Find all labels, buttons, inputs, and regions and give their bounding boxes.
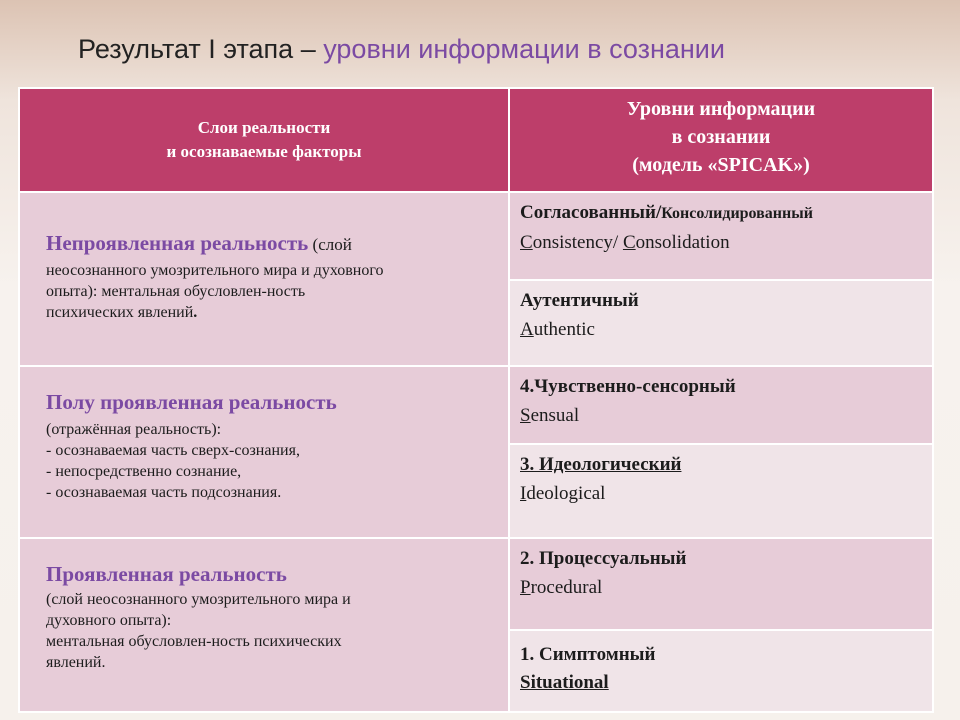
level-ru: 1. Симптомный <box>520 644 656 665</box>
category-title: Полу проявленная реальность <box>46 390 337 414</box>
level-ru-a: Согласованный/ <box>520 202 662 223</box>
level-en-rest: onsistency/ <box>532 232 623 253</box>
category-title: Непроявленная реальность <box>46 231 309 255</box>
level-ru: 4.Чувственно-сенсорный <box>520 376 736 397</box>
category-desc-line: - осознаваемая часть сверх-сознания, <box>46 442 300 459</box>
level-cell-ideological <box>509 444 933 538</box>
level-en-letter: C <box>520 232 533 253</box>
category-cell-unmanifested <box>19 192 509 366</box>
title-prefix: Результат I этапа – <box>78 34 324 64</box>
category-desc-end: . <box>193 304 198 321</box>
level-en-rest: deological <box>526 483 606 504</box>
header-right-line2: в сознании <box>671 126 771 148</box>
level-cell-situational <box>509 630 933 712</box>
level-ru: 3. Идеологический <box>520 454 682 475</box>
level-ru: 2. Процессуальный <box>520 548 687 569</box>
title-accent: уровни информации в сознании <box>323 34 725 64</box>
level-en-rest: ensual <box>530 405 580 426</box>
category-desc-line: психических явлений <box>46 304 194 321</box>
level-en-letter: C <box>622 232 636 253</box>
header-left-cell <box>19 88 509 192</box>
category-desc-line: (отражённая реальность): <box>46 421 222 438</box>
level-cell-procedural <box>509 538 933 630</box>
category-desc-line: явлений. <box>46 654 106 671</box>
level-ru-b: Консолидированный <box>661 205 813 222</box>
header-right-line1: Уровни информации <box>626 98 816 120</box>
level-en-rest: onsolidation <box>635 232 730 253</box>
table-header-row <box>19 88 933 192</box>
table-row <box>19 538 933 630</box>
category-desc-line: опыта): ментальная обусловлен-ность <box>46 283 306 300</box>
level-cell-authentic <box>509 280 933 366</box>
category-desc-line: - непосредственно сознание, <box>46 463 242 480</box>
level-en-letter: A <box>520 319 534 340</box>
category-desc-line: ментальная обусловлен-ность психических <box>46 633 342 650</box>
level-en-letter: S <box>520 405 531 426</box>
category-desc-inline: (слой <box>308 235 352 254</box>
header-right-line3: (модель «SPICAK») <box>632 154 810 176</box>
slide-title <box>78 34 725 65</box>
header-right-cell <box>509 88 933 192</box>
category-desc-line: - осознаваемая часть подсознания. <box>46 484 282 501</box>
table-row <box>19 192 933 280</box>
level-cell-sensual <box>509 366 933 444</box>
level-cell-consistency <box>509 192 933 280</box>
level-en-rest: rocedural <box>530 577 603 598</box>
category-cell-semi-manifested <box>19 366 509 538</box>
header-left-line2: и осознаваемые факторы <box>166 142 362 161</box>
header-left-line1: Слои реальности <box>197 118 331 137</box>
level-en: Situational <box>520 672 609 693</box>
table-row <box>19 366 933 444</box>
level-ru: Аутентичный <box>520 290 639 311</box>
levels-table <box>18 87 934 713</box>
level-en-rest: uthentic <box>533 319 595 340</box>
level-en-letter: I <box>520 483 527 504</box>
category-title: Проявленная реальность <box>46 562 287 586</box>
category-cell-manifested <box>19 538 509 712</box>
level-en-letter: P <box>520 577 531 598</box>
category-desc-line: неосознанного умозрительного мира и духовного <box>46 262 384 279</box>
category-desc-line: (слой неосознанного умозрительного мира и <box>46 591 351 608</box>
category-desc-line: духовного опыта): <box>46 612 172 629</box>
